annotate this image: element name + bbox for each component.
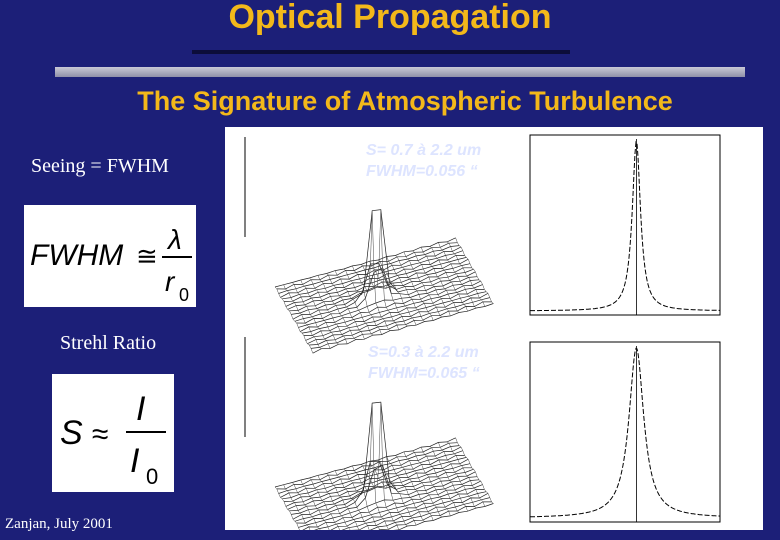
slide-subtitle: The Signature of Atmospheric Turbulence — [137, 86, 673, 116]
fwhm-formula — [24, 205, 196, 307]
strehl-formula-denominator: I — [130, 442, 140, 480]
title-underline — [192, 50, 570, 54]
fwhm-formula-lhs: FWHM — [30, 239, 124, 272]
strehl-formula — [52, 374, 174, 492]
plot-bottom-caption — [368, 342, 480, 384]
psf-plots-svg — [225, 127, 763, 530]
strehl-label: Strehl Ratio — [60, 332, 157, 354]
plot-bottom-strehl: S=0.3 à 2.2 um — [368, 344, 479, 361]
seeing-label: Seeing = FWHM — [31, 155, 169, 177]
profile-plot-top — [530, 135, 720, 315]
strehl-formula-subscript: 0 — [146, 464, 159, 489]
plot-top-strehl: S= 0.7 à 2.2 um — [366, 142, 482, 159]
strehl-formula-svg — [52, 374, 174, 492]
psf-plots-panel — [225, 127, 763, 530]
strehl-formula-numerator: I — [136, 390, 146, 428]
strehl-formula-operator: ≈ — [92, 418, 109, 451]
plot-top-caption — [366, 140, 481, 182]
plot-top-fwhm: FWHM=0.056 “ — [366, 163, 478, 180]
fwhm-formula-svg — [24, 205, 196, 307]
profile-plot-bottom — [530, 342, 720, 522]
horizontal-rule — [55, 67, 745, 77]
fwhm-formula-subscript: 0 — [179, 285, 190, 305]
footer-text: Zanjan, July 2001 — [5, 516, 113, 532]
plot-bottom-fwhm: FWHM=0.065 “ — [368, 365, 480, 382]
fwhm-formula-operator: ≅ — [136, 241, 158, 271]
strehl-formula-lhs: S — [60, 414, 83, 452]
fwhm-formula-numerator: λ — [168, 224, 182, 255]
slide-title: Optical Propagation — [228, 0, 552, 36]
fwhm-formula-denominator: r — [165, 266, 175, 297]
